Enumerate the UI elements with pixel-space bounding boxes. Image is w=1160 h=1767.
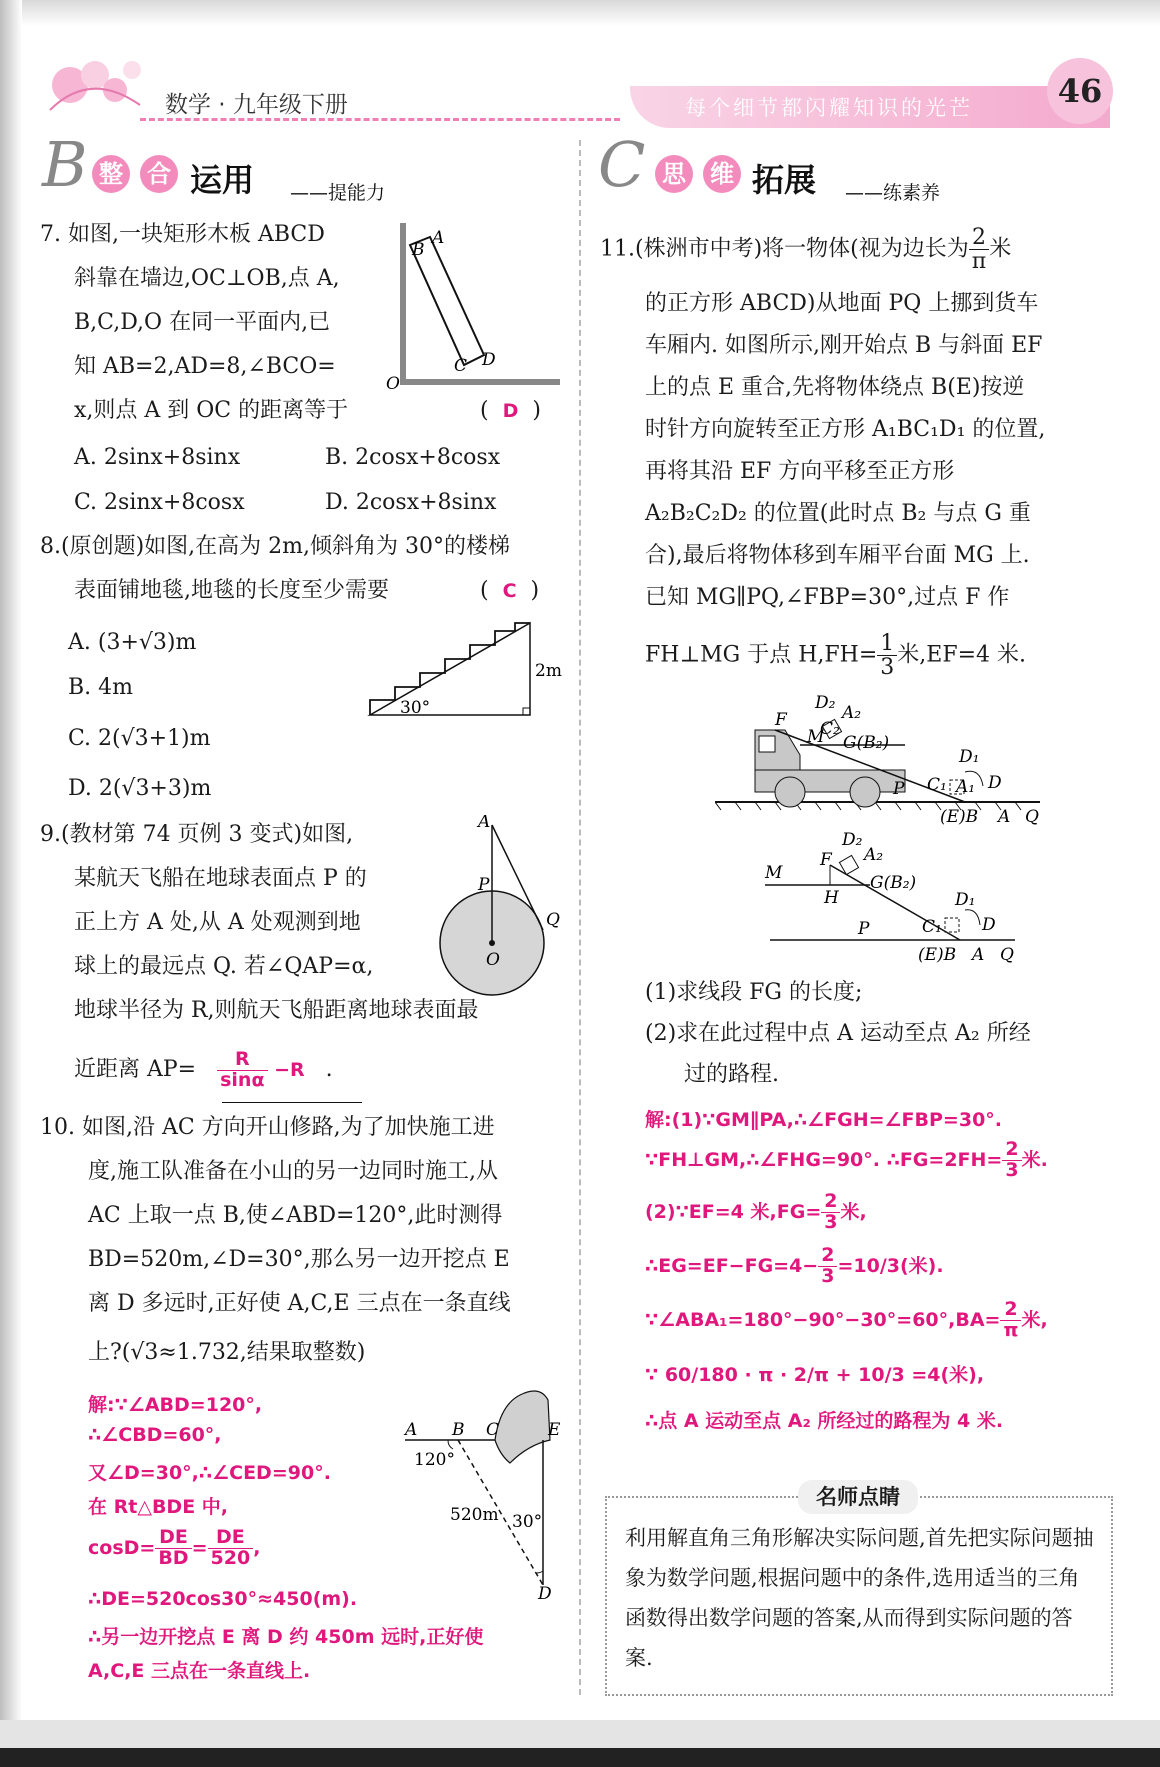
q11-truck-wheel-back <box>850 777 880 807</box>
q9-center-dot <box>489 940 495 946</box>
q11-sub-2: (2)求在此过程中点 A 运动至点 A₂ 所经 <box>645 1021 1031 1046</box>
q7-option-c: C. 2sinx+8cosx <box>74 490 245 515</box>
q11-solution-4-text: ∴EG=EF−FG=4− <box>645 1254 819 1277</box>
q10-cos-den-1: BD <box>158 1546 189 1569</box>
q8-right-angle <box>523 708 530 715</box>
q11-line-10 <box>645 632 1026 679</box>
q10-cos-num-2: DE <box>208 1528 254 1549</box>
q11-fig2-label-m: M <box>765 863 783 883</box>
q9-line-1: 9.(教材第 74 页例 3 变式)如图, <box>40 822 354 847</box>
q9-line-3: 正上方 A 处,从 A 处观测到地 <box>74 910 361 935</box>
section-b-badge-1: 整 <box>92 155 130 193</box>
q11-fig2-square-1 <box>945 918 959 932</box>
q11-fig2-label-f: F <box>820 850 832 870</box>
q11-fig1-label-f: F <box>775 710 787 730</box>
q10-cos-eq: = <box>191 1536 208 1559</box>
q8-option-a: A. (3+√3)m <box>68 630 197 655</box>
q10-cos-den-2: 520 <box>210 1546 251 1569</box>
q11-solution-3-text: (2)∵EF=4 米,FG= <box>645 1200 822 1223</box>
q9-answer-prefix: 近距离 AP= <box>74 1057 197 1082</box>
q7-option-d: D. 2cosx+8sinx <box>325 490 497 515</box>
header-dashed-line <box>140 118 620 121</box>
q9-answer-tail: −R <box>274 1059 305 1081</box>
q11-fig2-label-d: D <box>982 915 996 935</box>
q11-solution-7-text: ∴点 A 运动至点 A₂ 所经过的路程为 4 米. <box>645 1410 1004 1432</box>
q10-line-6: 上?(√3≈1.732,结果取整数) <box>88 1340 366 1365</box>
q11-line-1-tail: 米 <box>989 236 1012 262</box>
q8-height-label: 2m <box>535 661 562 681</box>
q11-line-8: 合),最后将物体移到车厢平台面 MG 上. <box>645 543 1030 568</box>
q10-cos-tail: , <box>253 1536 261 1559</box>
q11-fig2-label-d1: D₁ <box>955 890 976 910</box>
q11-solution-7 <box>645 1406 1003 1433</box>
q11-fig1-label-a2: A₂ <box>842 703 862 723</box>
q11-solution-6-text: ∵ 60/180 · π · 2/π + 10/3 =4(米), <box>645 1364 985 1386</box>
q11-solution-1-text: 解:(1)∵GM∥PA,∴∠FGH=∠FBP=30°. <box>645 1109 1003 1131</box>
q10-length-520: 520m <box>450 1505 499 1525</box>
q8-option-c: C. 2(√3+1)m <box>68 726 211 751</box>
q11-fig2-label-p: P <box>858 919 870 939</box>
q11-solution-4-post: =10/3(米). <box>837 1254 944 1277</box>
q10-angle-30: 30° <box>512 1512 543 1532</box>
q11-fig2-label-d2: D₂ <box>842 830 863 850</box>
q7-label-o: O <box>386 374 400 394</box>
q10-solution-3: 又∠D=30°,∴∠CED=90°. <box>88 1462 331 1484</box>
q7-line-2: 斜靠在墙边,OC⊥OB,点 A, <box>74 266 340 291</box>
q7-answer: D <box>502 400 519 422</box>
q11-truck-wheel-front <box>775 777 805 807</box>
q11-fh-num: 1 <box>877 632 897 656</box>
q10-angle-120: 120° <box>414 1450 455 1470</box>
page-bottom-bar <box>0 1748 1160 1767</box>
q8-triangle <box>370 623 530 715</box>
q11-fig1-label-g: G(B₂) <box>843 733 890 753</box>
q10-cos-prefix: cosD= <box>88 1536 156 1559</box>
q8-figure <box>365 615 565 725</box>
q9-figure <box>430 815 580 1005</box>
q11-fig1-label-p: P <box>893 779 905 799</box>
q9-line-2: 某航天飞船在地球表面点 P 的 <box>74 866 367 891</box>
q10-angle-arc-2 <box>536 1571 543 1573</box>
q7-line-3: B,C,D,O 在同一平面内,已 <box>74 310 331 335</box>
q10-line-2: 度,施工队准备在小山的另一边同时施工,从 <box>88 1159 498 1184</box>
q8-angle-label: 30° <box>400 698 431 718</box>
q11-fig1-label-d: D <box>988 773 1002 793</box>
q11-sub-3: 过的路程. <box>684 1062 779 1087</box>
q11-line-3: 车厢内. 如图所示,刚开始点 B 与斜面 EF <box>645 333 1043 358</box>
q11-figure-truck <box>715 690 1045 830</box>
section-c-subtitle: ——练素养 <box>845 182 941 204</box>
q11-fig1-label-c2: C₂ <box>820 719 840 739</box>
section-c-title: 拓展 <box>752 161 817 199</box>
q10-solution-7: A,C,E 三点在一条直线上. <box>88 1660 311 1682</box>
q11-solution-2-text: ∵FH⊥GM,∴∠FHG=90°. ∴FG=2FH= <box>645 1148 1003 1171</box>
q9-label-o: O <box>486 950 500 970</box>
q11-side-num: 2 <box>969 226 989 250</box>
q11-fig1-label-a1: A₁ <box>956 777 976 797</box>
q11-fh-den: 3 <box>880 655 895 681</box>
q11-solution-1 <box>645 1105 1002 1132</box>
q11-line-2: 的正方形 ABCD)从地面 PQ 上挪到货车 <box>645 291 1039 316</box>
q8-line-1: 8.(原创题)如图,在高为 2m,倾斜角为 30°的楼梯 <box>40 534 510 559</box>
q11-figure-schematic <box>760 830 1020 965</box>
q11-line-4: 上的点 E 重合,先将物体绕点 B(E)按逆 <box>645 375 1025 400</box>
q11-solution-2 <box>645 1140 1048 1181</box>
q11-solution-5-num: 2 <box>1000 1300 1021 1321</box>
section-c-badge-2: 维 <box>703 155 741 193</box>
q11-solution-4 <box>645 1246 944 1287</box>
page-top-edge <box>0 0 1160 26</box>
q11-fig1-label-m: M <box>807 727 825 747</box>
q11-line-9: 已知 MG∥PQ,∠FBP=30°,过点 F 作 <box>645 585 1010 610</box>
q9-line-5: 地球半径为 R,则航天飞船距离地球表面最 <box>74 998 479 1023</box>
q10-label-c: C <box>486 1420 500 1440</box>
q8-answer: C <box>502 580 517 602</box>
q7-floor <box>400 379 560 385</box>
q10-line-4: BD=520m,∠D=30°,那么另一边开挖点 E <box>88 1247 510 1272</box>
q7-figure <box>380 215 565 395</box>
q10-cos-num-1: DE <box>155 1528 191 1549</box>
q11-fig1-label-c1: C₁ <box>927 775 947 795</box>
q11-solution-5 <box>645 1300 1048 1341</box>
q10-solution-6: ∴另一边开挖点 E 离 D 约 450m 远时,正好使 <box>88 1626 484 1648</box>
q10-label-d: D <box>538 1584 552 1604</box>
q9-answer-line: 近距离 AP= $\frac{R}{\sin\alpha}$ −R . <box>74 1048 333 1091</box>
q10-solution-4: 在 Rt△BDE 中, <box>88 1496 229 1518</box>
tip-text: 利用解直角三角形解决实际问题,首先把实际问题抽象为数学问题,根据问题中的条件,选用适当的三角函数得出数学问题的答案,从而得到实际问题的答案. <box>625 1526 1094 1670</box>
q11-line-1 <box>600 226 1011 273</box>
q11-fig1-label-d1: D₁ <box>959 747 980 767</box>
section-b-subtitle: ——提能力 <box>290 182 386 204</box>
q10-solution-2: ∴∠CBD=60°, <box>88 1424 222 1446</box>
q11-fig2-rotation-arrow <box>965 910 980 925</box>
q11-solution-2-num: 2 <box>1002 1140 1021 1161</box>
q9-answer <box>217 1048 305 1091</box>
q11-solution-5-post: 米, <box>1021 1308 1048 1331</box>
q11-solution-3-post: 米, <box>840 1200 867 1223</box>
q7-label-b: B <box>412 240 425 260</box>
q10-line-5: 离 D 多远时,正好使 A,C,E 三点在一条直线 <box>88 1291 511 1316</box>
q11-fig2-label-h: H <box>824 888 839 908</box>
q8-line-2: 表面铺地毯,地毯的长度至少需要 <box>74 578 389 603</box>
q8-option-b: B. 4m <box>68 675 134 700</box>
page-binding-shadow <box>0 0 22 1767</box>
q10-solution-cos <box>88 1528 260 1569</box>
q11-solution-3-den: 3 <box>824 1210 838 1233</box>
q9-label-q: Q <box>546 910 560 930</box>
q9-label-p: P <box>478 875 490 895</box>
q11-fig2-label-q: Q <box>1000 945 1014 965</box>
q11-line-1-text: 11.(株洲市中考)将一物体(视为边长为 <box>600 236 969 262</box>
q7-wall <box>400 223 406 385</box>
q8-answer-paren: ( C ) <box>480 578 540 603</box>
q11-fh-tail: 米,EF=4 米. <box>897 642 1027 668</box>
q11-solution-3 <box>645 1192 867 1233</box>
header-book-title: 数学 · 九年级下册 <box>165 92 348 118</box>
q7-line-4: 知 AB=2,AD=8,∠BCO= <box>74 354 336 379</box>
q10-figure <box>400 1385 575 1605</box>
q11-fig2-label-c1: C₁ <box>922 917 942 937</box>
q11-fig2-label-g: G(B₂) <box>870 873 917 893</box>
q10-line-1: 10. 如图,沿 AC 方向开山修路,为了加快施工进 <box>40 1115 495 1140</box>
section-c-badge-1: 思 <box>655 155 693 193</box>
q11-solution-4-den: 3 <box>821 1264 835 1287</box>
section-b-badge-2: 合 <box>140 155 178 193</box>
q7-answer-paren: ( D ) <box>480 398 541 423</box>
q9-answer-underline <box>222 1102 362 1103</box>
q11-fig2-label-eb: (E)B <box>918 945 957 965</box>
q7-label-c: C <box>454 356 468 376</box>
q11-side-den: π <box>971 249 987 275</box>
q11-fig1-label-q: Q <box>1025 807 1039 827</box>
q7-line-5: x,则点 A 到 OC 的距离等于 <box>74 398 349 423</box>
q11-solution-5-text: ∵∠ABA₁=180°−90°−30°=60°,BA= <box>645 1308 1001 1331</box>
q11-fig1-label-a: A <box>998 807 1011 827</box>
tip-title: 名师点睛 <box>798 1480 918 1514</box>
header-slogan: 每个细节都闪耀知识的光芒 <box>685 96 973 120</box>
q9-label-a: A <box>478 815 491 832</box>
q11-line-5: 时针方向旋转至正方形 A₁BC₁D₁ 的位置, <box>645 417 1046 442</box>
q7-label-d: D <box>482 350 496 370</box>
section-c-letter: C <box>598 128 646 201</box>
q11-solution-2-den: 3 <box>1005 1158 1019 1181</box>
q11-solution-4-num: 2 <box>818 1246 837 1267</box>
q10-mountain <box>495 1391 550 1463</box>
q7-option-a: A. 2sinx+8sinx <box>74 445 241 470</box>
q7-label-a: A <box>432 228 445 248</box>
flower-ornament-icon <box>40 50 150 120</box>
q11-solution-5-den: π <box>1003 1318 1019 1341</box>
q11-solution-2-post: 米. <box>1021 1148 1048 1171</box>
q11-solution-6 <box>645 1360 984 1387</box>
q10-label-e: E <box>548 1420 561 1440</box>
q10-line-3: AC 上取一点 B,使∠ABD=120°,此时测得 <box>88 1203 503 1228</box>
section-b-title: 运用 <box>190 161 255 199</box>
q7-option-b: B. 2cosx+8cosx <box>325 445 501 470</box>
q11-fig1-label-eb: (E)B <box>940 807 979 827</box>
q10-solution-1: 解:∵∠ABD=120°, <box>88 1394 263 1416</box>
q10-angle-arc-1 <box>448 1440 453 1449</box>
q11-sub-1: (1)求线段 FG 的长度; <box>645 980 863 1005</box>
q10-solution-5: ∴DE=520cos30°≈450(m). <box>88 1588 358 1610</box>
section-b-letter: B <box>42 128 88 201</box>
q11-fh-text: FH⊥MG 于点 H,FH= <box>645 642 878 668</box>
q11-truck-window <box>759 736 775 752</box>
q9-answer-num: R <box>217 1050 267 1071</box>
q11-solution-3-num: 2 <box>821 1192 840 1213</box>
q11-fig2-label-a: A <box>972 945 985 965</box>
page-number: 46 <box>1047 58 1113 124</box>
q8-option-d: D. 2(√3+3)m <box>68 776 212 801</box>
q9-line-4: 球上的最远点 Q. 若∠QAP=α, <box>74 954 374 979</box>
q11-fig1-label-d2: D₂ <box>815 693 836 713</box>
q11-fig2-label-a2: A₂ <box>864 845 884 865</box>
q11-line-6: 再将其沿 EF 方向平移至正方形 <box>645 459 955 484</box>
q11-line-7: A₂B₂C₂D₂ 的位置(此时点 B₂ 与点 G 重 <box>645 501 1031 526</box>
q10-label-a: A <box>405 1420 418 1440</box>
q9-answer-den: sinα <box>220 1069 265 1091</box>
q7-line-1: 7. 如图,一块矩形木板 ABCD <box>40 222 325 247</box>
q10-label-b: B <box>452 1420 465 1440</box>
page-bottom-shadow <box>0 1720 1160 1748</box>
